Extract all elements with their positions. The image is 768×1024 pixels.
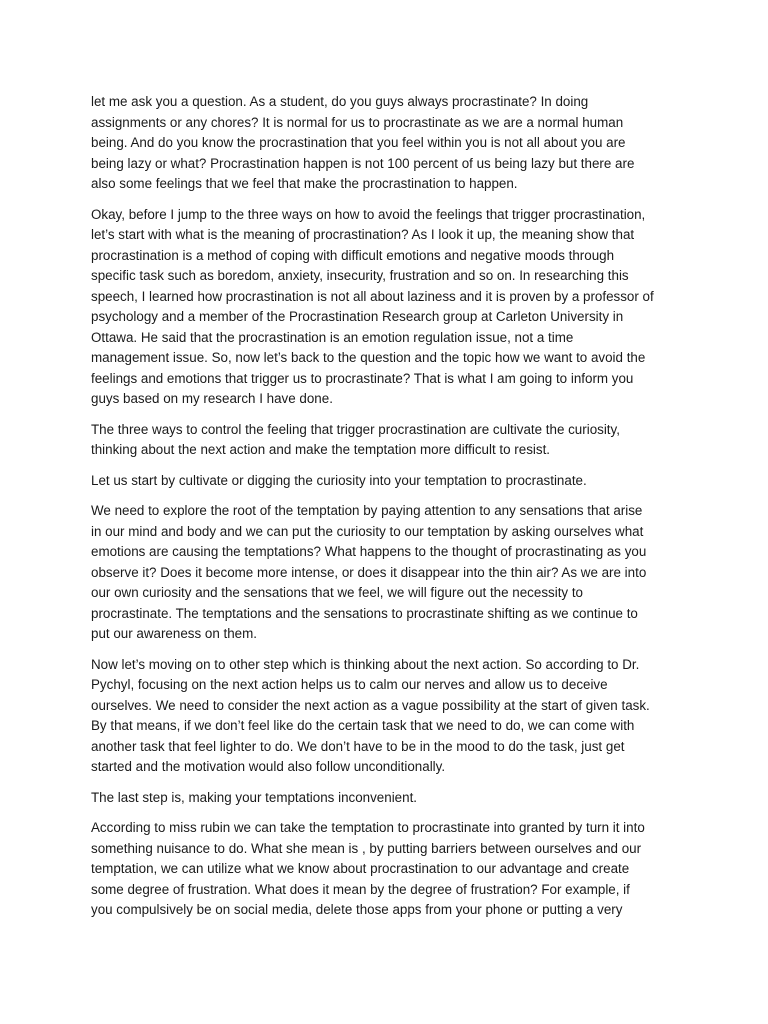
paragraph-intro: let me ask you a question. As a student, do you guys always procrastinate? In doing assignments or any chores? It is normal for us to procrastinate as we are a normal human being. And do you know the procrastination that you feel within you is not all about you are being lazy or what? Procrastination happen is not 100 percent of us being lazy but there are also some feelings that we feel that make the procrastination to happen. xyxy=(91,94,635,191)
paragraph-three-ways: The three ways to control the feeling that trigger procrastination are cultivate the curiosity, thinking about the next action and make the temptation more difficult to resist. xyxy=(91,421,620,457)
paragraph-inconvenient: According to miss rubin we can take the temptation to procrastinate into granted by turn it into something nuisance to do. What she mean is , by putting barriers between ourselves and our temptation, we can utilize what we know about procrastination to our advantage and create some degree of frustration. What does it mean by the degree of frustration? For example, if you compulsively be on social media, delete those apps from your phone or putting a very xyxy=(91,820,645,917)
paragraph-curiosity: We need to explore the root of the temptation by paying attention to any sensations that arise in our mind and body and we can put the curiosity to our temptation by asking ourselves what emotions are causing the temptations? What happens to the thought of procrastinating as you observe it? Does it become more intense, or does it disappear into the thin air? As we are into our own curiosity and the sensations that we feel, we will figure out the necessity to procrastinate. The temptations and the sensations to procrastinate shifting as we continue to put our awareness on them. xyxy=(91,503,647,641)
paragraph-curiosity-intro: Let us start by cultivate or digging the curiosity into your temptation to procrastinate. xyxy=(91,472,587,488)
paragraph-next-action: Now let’s moving on to other step which is thinking about the next action. So according to Dr. Pychyl, focusing on the next action helps us to calm our nerves and allow us to deceive ourselves. We need to consider the next action as a vague possibility at the start of given task. By that means, if we don’t feel like do the certain task that we need to do, we can come with another task that feel lighter to do. We don’t have to be in the mood to do the task, just get started and the motivation would also follow unconditionally. xyxy=(91,656,650,774)
document-body xyxy=(91,92,681,931)
paragraph-last-step: The last step is, making your temptations inconvenient. xyxy=(91,789,418,805)
paragraph-definition: Okay, before I jump to the three ways on how to avoid the feelings that trigger procrastination, let’s start with what is the meaning of procrastination? As I look it up, the meaning show that procrastination is a method of coping with difficult emotions and negative moods through specific task such as boredom, anxiety, insecurity, frustration and so on. In researching this speech, I learned how procrastination is not all about laziness and it is proven by a professor of psychology and a member of the Procrastination Research group at Carleton University in Ottawa. He said that the procrastination is an emotion regulation issue, not a time management issue. So, now let’s back to the question and the topic how we want to avoid the feelings and emotions that trigger us to procrastinate? That is what I am going to inform you guys based on my research I have done. xyxy=(91,206,654,406)
